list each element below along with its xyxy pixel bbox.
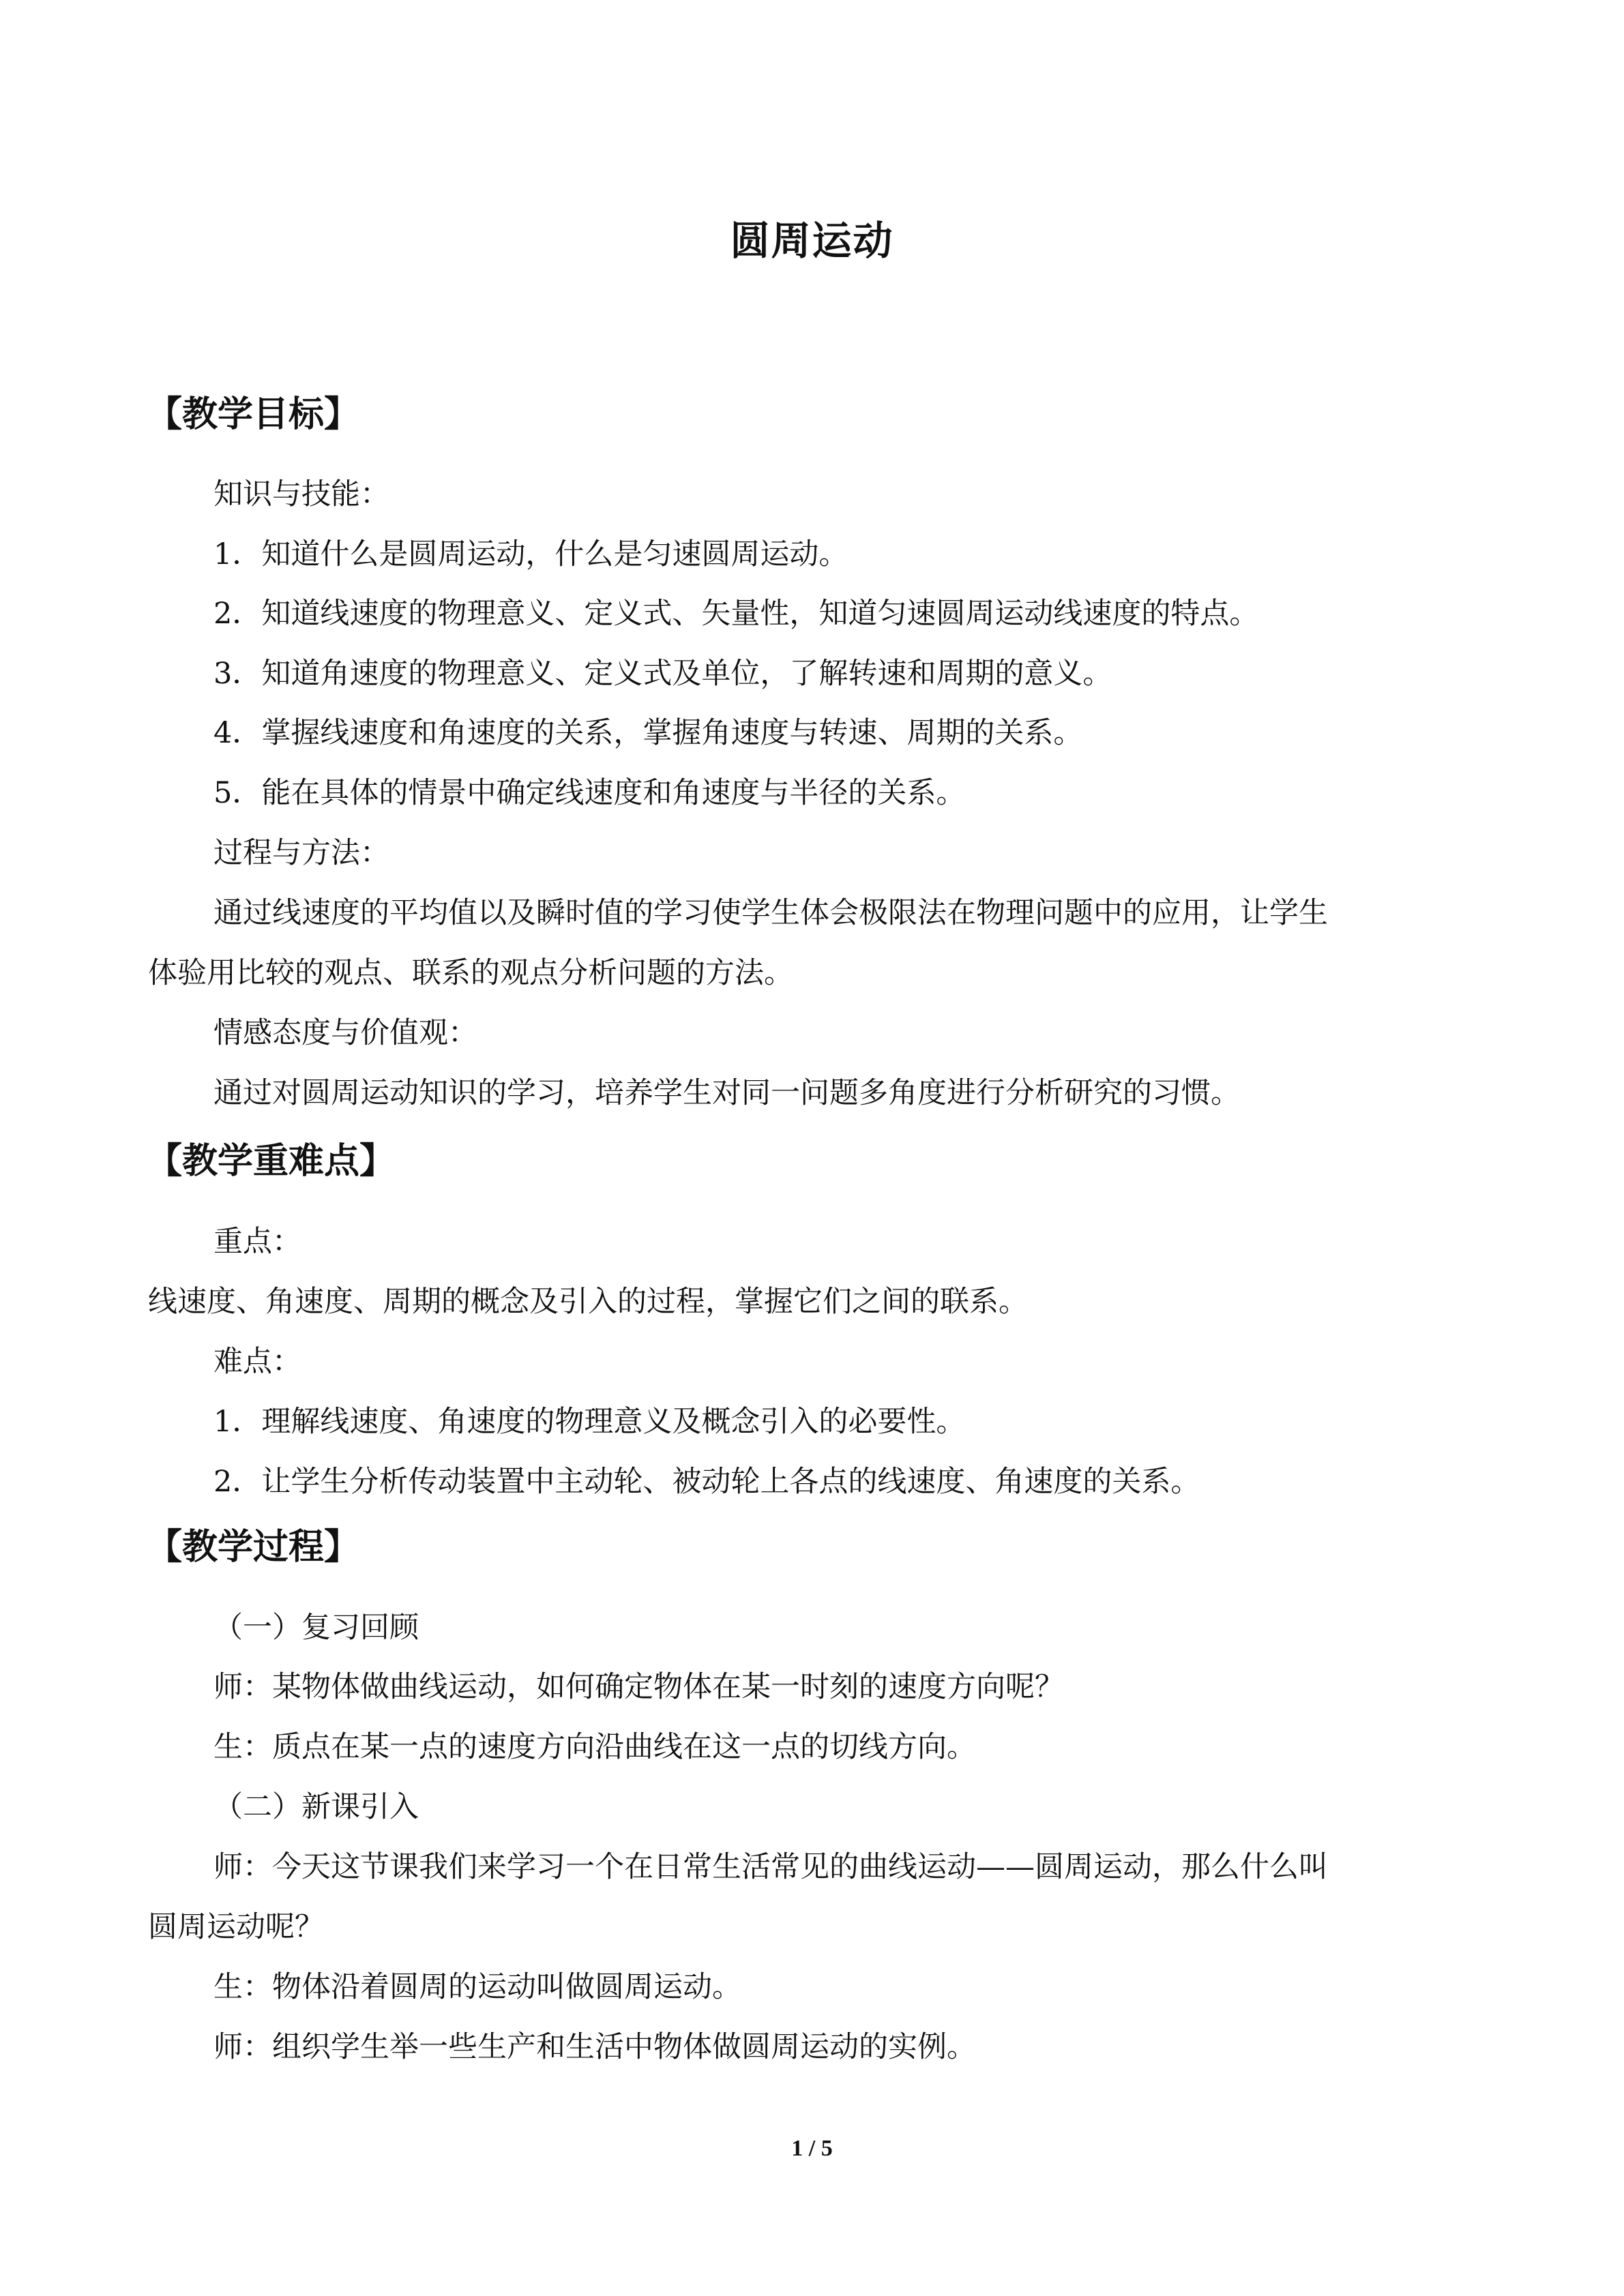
knowledge-item-3: 3．知道角速度的物理意义、定义式及单位，了解转速和周期的意义。 <box>213 657 1112 691</box>
knowledge-label: 知识与技能： <box>213 477 389 511</box>
page-title: 圆周运动 <box>730 218 894 264</box>
emotion-values-text: 通过对圆周运动知识的学习，培养学生对同一问题多角度进行分析研究的习惯。 <box>213 1076 1240 1110</box>
process-method-text-line-1: 通过线速度的平均值以及瞬时值的学习使学生体会极限法在物理问题中的应用，让学生 <box>213 896 1328 930</box>
focus-label: 重点： <box>213 1225 301 1259</box>
knowledge-item-4: 4．掌握线速度和角速度的关系，掌握角速度与转速、周期的关系。 <box>213 716 1083 750</box>
process-method-label: 过程与方法： <box>213 836 389 870</box>
review-answer: 生：质点在某一点的速度方向沿曲线在这一点的切线方向。 <box>213 1730 976 1764</box>
knowledge-item-1: 1．知道什么是圆周运动，什么是匀速圆周运动。 <box>213 537 848 571</box>
intro-label: （二）新课引入 <box>213 1790 419 1824</box>
knowledge-item-5: 5．能在具体的情景中确定线速度和角速度与半径的关系。 <box>213 776 966 810</box>
focus-text: 线速度、角速度、周期的概念及引入的过程，掌握它们之间的联系。 <box>148 1285 1028 1319</box>
knowledge-item-2: 2．知道线速度的物理意义、定义式、矢量性，知道匀速圆周运动线速度的特点。 <box>213 597 1259 631</box>
review-question: 师：某物体做曲线运动，如何确定物体在某一时刻的速度方向呢？ <box>213 1670 1064 1704</box>
section-heading-key-points: 【教学重难点】 <box>147 1141 396 1182</box>
process-method-text-line-2: 体验用比较的观点、联系的观点分析问题的方法。 <box>148 956 793 990</box>
emotion-values-label: 情感态度与价值观： <box>213 1016 477 1050</box>
review-label: （一）复习回顾 <box>213 1611 419 1645</box>
section-heading-goals: 【教学目标】 <box>147 394 360 435</box>
difficulty-item-2: 2．让学生分析传动装置中主动轮、被动轮上各点的线速度、角速度的关系。 <box>213 1465 1200 1499</box>
intro-task: 师：组织学生举一些生产和生活中物体做圆周运动的实例。 <box>213 2030 976 2064</box>
intro-answer: 生：物体沿着圆周的运动叫做圆周运动。 <box>213 1970 741 2004</box>
difficulty-item-1: 1．理解线速度、角速度的物理意义及概念引入的必要性。 <box>213 1405 966 1439</box>
page-number: 1 / 5 <box>791 2136 833 2161</box>
intro-question-line-1: 师：今天这节课我们来学习一个在日常生活常见的曲线运动——圆周运动，那么什么叫 <box>213 1850 1328 1884</box>
section-heading-process: 【教学过程】 <box>147 1527 360 1568</box>
intro-question-line-2: 圆周运动呢？ <box>148 1910 324 1944</box>
difficulty-label: 难点： <box>213 1345 301 1379</box>
